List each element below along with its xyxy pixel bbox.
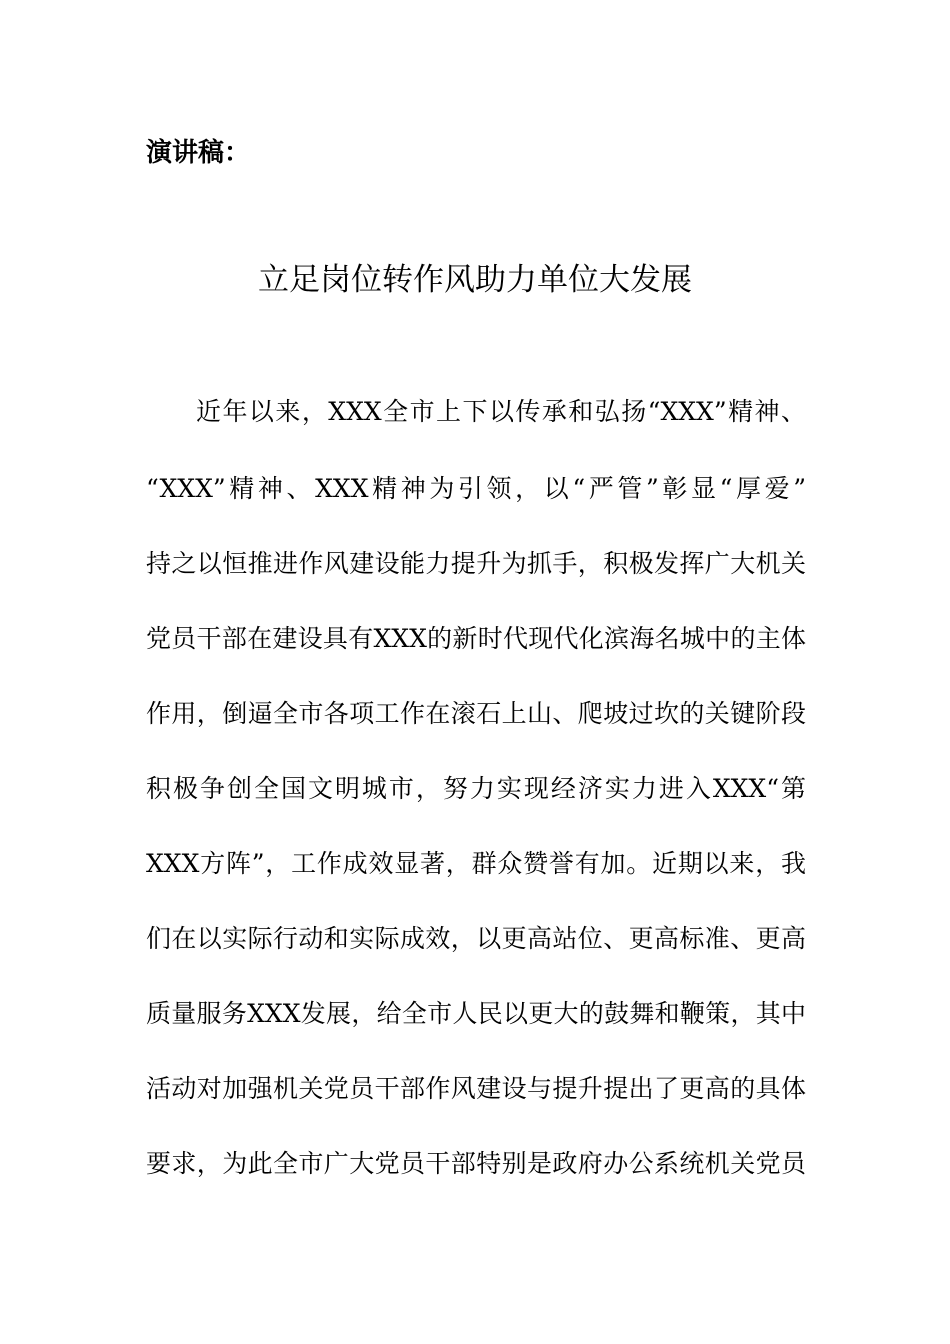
body-line-10: 活动对加强机关党员干部作风建设与提升提出了更高的具体 (146, 1074, 806, 1103)
document-label: 演讲稿： (146, 138, 251, 168)
body-line-5: 作用，倒逼全市各项工作在滚石上山、爬坡过坎的关键阶段 (146, 699, 806, 728)
body-line-9: 质量服务XXX发展，给全市人民以更大的鼓舞和鞭策，其中 (146, 999, 806, 1028)
body-line-7: XXX方阵”，工作成效显著，群众赞誉有加。近期以来，我 (146, 849, 806, 878)
body-line-6: 积极争创全国文明城市，努力实现经济实力进入XXX“第 (146, 774, 806, 803)
document-title: 立足岗位转作风助力单位大发展 (258, 262, 692, 298)
body-line-4: 党员干部在建设具有XXX的新时代现代化滨海名城中的主体 (146, 624, 806, 653)
body-line-1: 近年以来，XXX全市上下以传承和弘扬“XXX”精神、 (196, 397, 806, 426)
body-line-11: 要求，为此全市广大党员干部特别是政府办公系统机关党员 (146, 1149, 806, 1178)
body-line-2: “XXX”精神、XXX精神为引领，以“严管”彰显“厚爱” (146, 474, 806, 503)
body-line-3: 持之以恒推进作风建设能力提升为抓手，积极发挥广大机关 (146, 549, 806, 578)
body-line-8: 们在以实际行动和实际成效，以更高站位、更高标准、更高 (146, 924, 806, 953)
